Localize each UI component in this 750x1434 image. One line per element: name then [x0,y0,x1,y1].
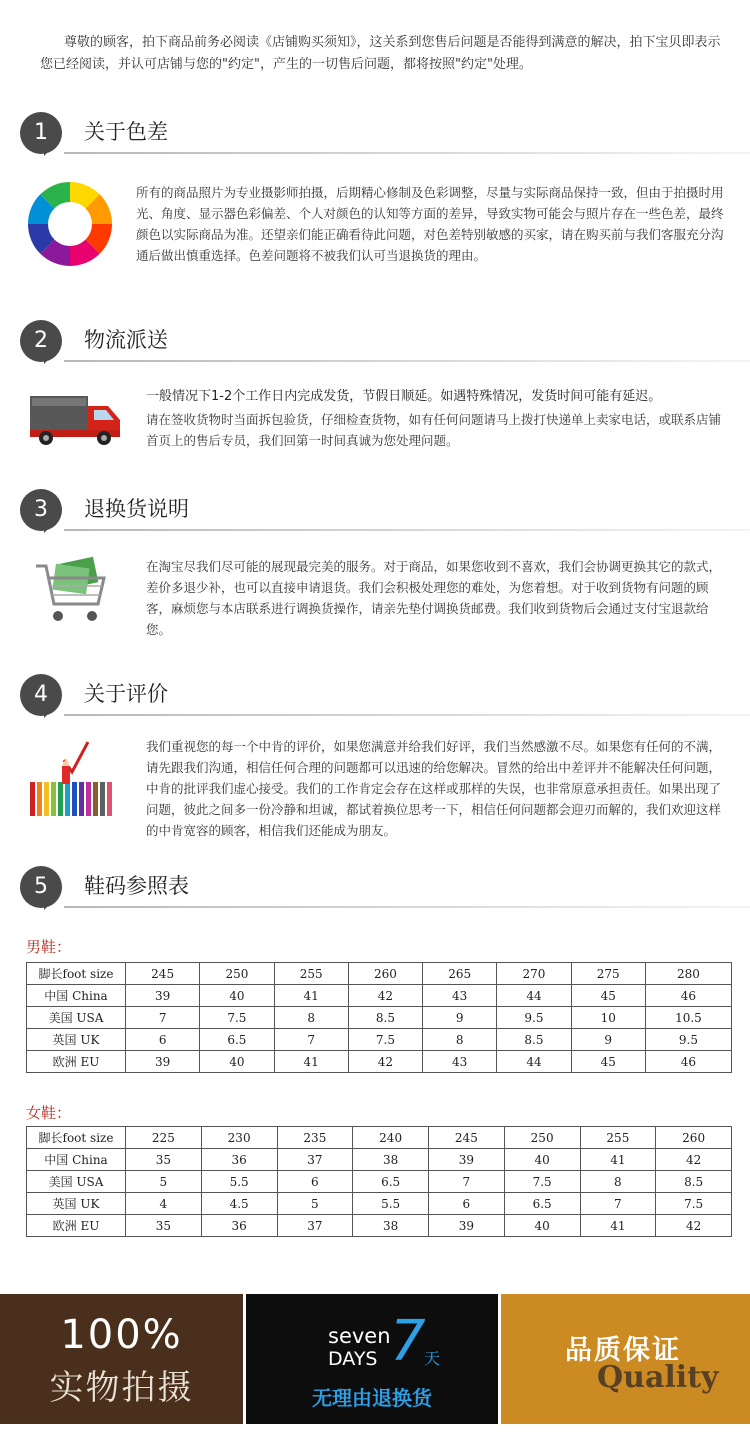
size-cell: 46 [645,1051,731,1073]
size-cell: 35 [126,1149,202,1171]
size-cell: 37 [277,1215,353,1237]
table-row [27,985,732,1007]
size-cell: 275 [571,963,645,985]
shopping-cart-icon [32,556,112,628]
size-cell: 42 [656,1215,732,1237]
size-cell: 9 [423,1007,497,1029]
size-cell: 41 [274,1051,348,1073]
section-body: 所有的商品照片为专业摄影师拍摄，后期精心修制及色彩调整，尽量与实际商品保持一致，但由于拍摄时用光、角度、显示器色彩偏差、个人对颜色的认知等方面的差异，导致实物可能会与照片存在一些色差，最终颜色以实际商品为准。还望亲们能正确看待此问题，对色差特别敏感的买家，请在购买前与我们客服充分沟通后做出慎重选择。色差问题将不被我们认可当退换货的理由。 [136,185,724,263]
banner-percent: 100% [60,1312,183,1358]
size-cell: 5.5 [353,1193,429,1215]
banner-seven: seven [328,1324,391,1348]
row-header-cell: 美国 USA [27,1007,126,1029]
size-cell: 35 [126,1215,202,1237]
size-cell: 230 [201,1127,277,1149]
size-cell: 255 [580,1127,656,1149]
size-cell: 8 [580,1171,656,1193]
size-cell: 45 [571,1051,645,1073]
banner-tian: 天 [424,1349,441,1368]
row-header-cell: 脚长foot size [27,963,126,985]
size-cell: 240 [353,1127,429,1149]
row-header-cell: 中国 China [27,1149,126,1171]
size-cell: 7.5 [656,1193,732,1215]
size-cell: 36 [201,1215,277,1237]
size-cell: 7 [274,1029,348,1051]
quality-banner [501,1294,750,1424]
row-header-cell: 脚长foot size [27,1127,126,1149]
size-cell: 4 [126,1193,202,1215]
section-header-returns [14,489,750,531]
size-cell: 39 [429,1149,505,1171]
size-cell: 43 [423,1051,497,1073]
table-row [27,1029,732,1051]
size-cell: 7 [580,1193,656,1215]
size-cell: 45 [571,985,645,1007]
section-title: 关于评价 [84,682,168,706]
size-cell: 9.5 [497,1007,571,1029]
size-cell: 280 [645,963,731,985]
size-cell: 44 [497,1051,571,1073]
colored-pencils-icon [26,738,120,822]
size-cell: 5.5 [201,1171,277,1193]
size-cell: 38 [353,1149,429,1171]
size-cell: 8 [423,1029,497,1051]
section-number-badge: 2 [20,320,62,362]
size-cell: 40 [504,1215,580,1237]
size-cell: 6.5 [353,1171,429,1193]
color-wheel-icon [26,180,114,268]
banner-quality-cn: 品质保证 [565,1335,681,1366]
size-cell: 40 [504,1149,580,1171]
size-cell: 6 [277,1171,353,1193]
section-title: 关于色差 [84,120,168,144]
size-cell: 43 [423,985,497,1007]
size-cell: 245 [126,963,200,985]
women-size-table [26,1126,732,1237]
section-header-size-chart [14,866,750,908]
table-row [27,963,732,985]
row-header-cell: 中国 China [27,985,126,1007]
row-header-cell: 美国 USA [27,1171,126,1193]
size-cell: 265 [423,963,497,985]
section-title: 退换货说明 [84,497,189,521]
table-row [27,1215,732,1237]
size-cell: 8.5 [656,1171,732,1193]
banner-real-photo: 实物拍摄 [49,1368,194,1408]
table-row [27,1171,732,1193]
seven-day-return-banner [246,1294,498,1424]
men-shoes-label: 男鞋： [26,938,72,956]
women-shoes-label: 女鞋： [26,1104,72,1122]
row-header-cell: 英国 UK [27,1193,126,1215]
table-row [27,1007,732,1029]
section-title: 鞋码参照表 [84,874,189,898]
section-number-badge: 4 [20,674,62,716]
section-body: 我们重视您的每一个中肯的评价，如果您满意并给我们好评，我们当然感激不尽。如果您有任何的不满，请先跟我们沟通，相信任何合理的问题都可以迅速的给您解决。冒然的给出中差评并不能解决任何问题，中肯的批评我们虚心接受。我们的工作肯定会存在这样或那样的失误，也非常原意承担责任。如果出现了问题，彼此之间多一份冷静和坦诚，都试着换位思考一下，相信任何问题都会迎刃而解的，我们欢迎这样的中肯宽容的顾客，相信我们还能成为朋友。 [146,739,722,838]
size-cell: 39 [429,1215,505,1237]
size-cell: 42 [348,1051,422,1073]
shipping-time-note: 一般情况下1-2个工作日内完成发货，节假日顺延。如遇特殊情况，发货时间可能有延迟。 [146,389,662,404]
size-cell: 5 [126,1171,202,1193]
section-number-badge: 3 [20,489,62,531]
size-cell: 250 [504,1127,580,1149]
banner-quality-en: Quality [597,1360,719,1395]
intro-notice: 尊敬的顾客，拍下商品前务必阅读《店铺购买须知》，这关系到您售后问题是否能得到满意的解决，拍下宝贝即表示您已经阅读，并认可店铺与您的"约定"，产生的一切售后问题，都将按照"约定"处理。 [40,35,721,72]
size-cell: 39 [126,1051,200,1073]
size-cell: 225 [126,1127,202,1149]
size-cell: 40 [200,1051,274,1073]
size-cell: 235 [277,1127,353,1149]
size-cell: 9 [571,1029,645,1051]
size-cell: 10.5 [645,1007,731,1029]
size-cell: 260 [656,1127,732,1149]
size-cell: 10 [571,1007,645,1029]
size-cell: 42 [656,1149,732,1171]
section-header-color-difference [14,112,750,154]
banner-return-text: 无理由退换货 [312,1386,432,1410]
section-number-badge: 1 [20,112,62,154]
section-header-reviews [14,674,750,716]
size-cell: 8 [274,1007,348,1029]
size-cell: 44 [497,985,571,1007]
delivery-truck-icon [28,392,124,448]
size-cell: 8.5 [348,1007,422,1029]
size-cell: 7.5 [348,1029,422,1051]
size-cell: 7 [126,1007,200,1029]
size-cell: 250 [200,963,274,985]
row-header-cell: 英国 UK [27,1029,126,1051]
size-cell: 46 [645,985,731,1007]
size-cell: 270 [497,963,571,985]
section-body [146,386,726,451]
size-cell: 6.5 [200,1029,274,1051]
size-cell: 40 [200,985,274,1007]
size-cell: 7.5 [200,1007,274,1029]
inspection-note: 请在签收货物时当面拆包验货，仔细检查货物，如有任何问题请马上拨打快递单上卖家电话，或联系店铺首页上的售后专员，我们回第一时间真诚为您处理问题。 [146,412,722,448]
banner-seven-number: 7 [390,1309,426,1374]
banner-days: DAYS [328,1348,378,1370]
table-row [27,1127,732,1149]
real-photo-banner [0,1294,243,1424]
size-cell: 260 [348,963,422,985]
size-cell: 6 [126,1029,200,1051]
size-cell: 42 [348,985,422,1007]
size-cell: 9.5 [645,1029,731,1051]
size-cell: 5 [277,1193,353,1215]
size-cell: 37 [277,1149,353,1171]
row-header-cell: 欧洲 EU [27,1051,126,1073]
size-cell: 6 [429,1193,505,1215]
size-cell: 38 [353,1215,429,1237]
table-row [27,1051,732,1073]
size-cell: 41 [274,985,348,1007]
size-cell: 4.5 [201,1193,277,1215]
section-header-logistics [14,320,750,362]
size-cell: 36 [201,1149,277,1171]
size-cell: 39 [126,985,200,1007]
row-header-cell: 欧洲 EU [27,1215,126,1237]
table-row [27,1193,732,1215]
section-body: 在淘宝尽我们尽可能的展现最完美的服务。对于商品，如果您收到不喜欢，我们会协调更换其它的款式，差价多退少补，也可以直接申请退货。我们会积极处理您的难处，为您着想。对于收到货物有问题的顾客，麻烦您与本店联系进行调换货操作，请亲先垫付调换货邮费。我们收到货物后会通过支付宝退款给您。 [146,559,722,637]
size-cell: 7 [429,1171,505,1193]
size-cell: 6.5 [504,1193,580,1215]
table-row [27,1149,732,1171]
section-number-badge: 5 [20,866,62,908]
size-cell: 8.5 [497,1029,571,1051]
size-cell: 245 [429,1127,505,1149]
men-size-table [26,962,732,1073]
size-cell: 7.5 [504,1171,580,1193]
size-cell: 255 [274,963,348,985]
size-cell: 41 [580,1149,656,1171]
size-cell: 41 [580,1215,656,1237]
section-title: 物流派送 [84,328,168,352]
